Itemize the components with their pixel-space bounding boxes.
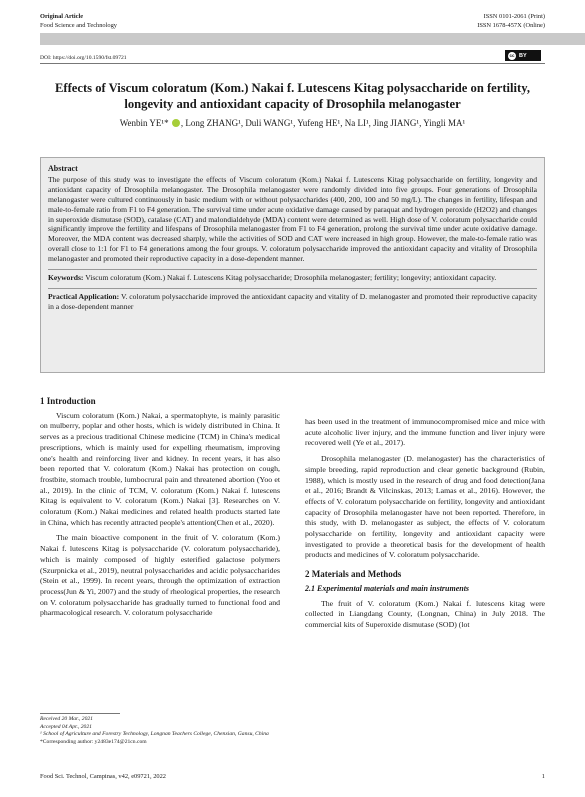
page-number: 1 bbox=[541, 773, 545, 780]
doi-link[interactable]: DOI: https://doi.org/10.1590/fst.09721 bbox=[40, 55, 127, 61]
keywords bbox=[48, 273, 537, 283]
subsection-heading: 2.1 Experimental materials and main instruments bbox=[305, 583, 470, 593]
author-list: Wenbin YE¹* , Long ZHANG¹, Duli WANG¹, Yufeng HE¹, Na LI¹, Jing JIANG¹, Yingli MA¹ bbox=[119, 118, 466, 128]
article-title: Effects of Viscum coloratum (Kom.) Nakai f. Lutescens Kitag polysaccharide on fertility, longevity and antioxidant capacity of Drosophila melanogaster bbox=[54, 81, 530, 111]
abstract-heading: Abstract bbox=[48, 164, 78, 173]
abstract-text: The purpose of this study was to investigate the effects of Viscum coloratum (Kom.) Nakai f. Lutescens Kitag polysaccharide on fertility, longevity and antioxidant capacity of Drosophila melanogaster. The Drosophila melanogaster were randomly divided into five groups. Four generations of Drosophila melanogaster were cultured continuously in basic medium with or without polysaccharides (400, 200, 100 and 50 mg/L). The changes in fertility, lifespan and male-to-female ratio from F1 to F4 generation. The survival time under acute oxidative damage caused by paraquat and hydrogen peroxide (H2O2) and changes in superoxide dismutase (SOD), catalase (CAT) and malondialdehyde (MDA) content were determined as well. High dose of V. coloratum polysaccharide could significantly improve the fertility and lifespans of Drosophila melanogaster from F1 to F4 generation, prolong the survival time under acute oxidative damage. Moreover, the MDA content was decreased sharply, while the activities of SOD and CAT were increased in high group. However, the male-to-female ratio was overall close to 1:1 for F1 to F4 generations among the four groups. V. coloratum polysaccharide improved the antioxidant capacity and vitality of Drosophila melanogaster and promoted their reproductive capacity in a dose-dependent manner. bbox=[48, 174, 537, 264]
accepted-date: Accepted 04 Apr., 2021 bbox=[40, 723, 92, 730]
author: Duli WANG¹ bbox=[245, 118, 294, 128]
paragraph: has been used in the treatment of immunocompromised mice and mice with acute alcoholic liver injury, and the immune function and liver injury were recovered well (Ye et al., 2017). bbox=[305, 417, 545, 448]
keywords-label: Keywords: bbox=[48, 273, 84, 283]
divider bbox=[40, 63, 545, 64]
keywords-text: Viscum coloratum (Kom.) Nakai f. Lutescens Kitag polysaccharide; Drosophila melanogaster; fertility; longevity; antioxidant capacity. bbox=[85, 273, 497, 283]
issn-online: ISSN 1678-457X (Online) bbox=[477, 22, 545, 29]
orcid-icon[interactable] bbox=[172, 119, 180, 127]
section-heading-introduction: 1 Introduction bbox=[40, 396, 96, 406]
corresponding-author: *Corresponding author: y2483e174@21cn.com bbox=[40, 738, 147, 745]
issn-print: ISSN 0101-2061 (Print) bbox=[483, 13, 545, 20]
journal-header-left bbox=[40, 12, 117, 30]
right-column bbox=[305, 417, 545, 636]
left-column bbox=[40, 396, 280, 624]
creative-commons-icon: cc bbox=[509, 53, 515, 58]
header-band bbox=[0, 33, 585, 45]
author: Na LI¹ bbox=[344, 118, 369, 128]
footer-citation: Food Sci. Technol, Campinas, v42, e09721, 2022 bbox=[40, 773, 166, 780]
paragraph: The fruit of V. coloratum (Kom.) Nakai f. lutescens kitag were collected in Liangdang County, (Longnan, China) in July 2018. The commercial kits of Superoxide dismutase (SOD) (lot bbox=[305, 598, 545, 629]
affiliation: ¹ School of Agriculture and Forestry Technology, Longnan Teachers College, Chenxian, Gansu, China bbox=[40, 731, 269, 738]
section-heading-methods: 2 Materials and Methods bbox=[305, 569, 402, 580]
article-type: Original Article bbox=[40, 13, 84, 20]
divider bbox=[48, 269, 537, 270]
abstract-box bbox=[40, 157, 545, 373]
author: Long ZHANG¹ bbox=[185, 118, 241, 128]
paragraph: Viscum coloratum (Kom.) Nakai, a spermatophyte, is mainly parasitic on mulberry, poplar and other hosts, which is widely distributed in China. It serves as a precious traditional Chinese medicine (TCM) in China's medical prescriptions, which is mainly used for expelling rheumatism, improving one's health and reinforcing liver and kidney. In recent years, it has also been reported that V. coloratum (Kom.) Nakai has protection on cough, frostbite, stomach trouble, lumbocrural pain and threatened abortion (Yoo et al., 2019). In the clinic of TCM, V. coloratum (Kom.) Nakai f. lutescens Kitag is equivalent to V. coloratum (Kom.) Nakai [3]. Researches on V. coloratum (Kom.) Nakai medicines and related health products started late in China, which has recently attracted people's attention(Chen et al., 2020). bbox=[40, 410, 280, 527]
cc-by-license-badge[interactable] bbox=[505, 50, 541, 61]
received-date: Received 20 Mar., 2021 bbox=[40, 716, 93, 722]
journal-section: Food Science and Technology bbox=[40, 22, 117, 29]
author: Yingli MA¹ bbox=[423, 118, 466, 128]
practical-text: V. coloratum polysaccharide improved the antioxidant capacity and vitality of D. melanogaster and promoted their reproductive capacity in a dose-dependent manner bbox=[48, 291, 538, 311]
footnote-divider bbox=[40, 713, 120, 714]
practical-application bbox=[48, 292, 537, 312]
paragraph: Drosophila melanogaster (D. melanogaster) has the characteristics of simple breeding, rapid reproduction and clear genetic background (Rubin, 1988), which is mostly used in the research of drug and food detection(Jana et al., 2016; Brandt & Vilcinskas, 2013; Lamas et al., 2016). However, the effects of V. coloratum polysaccharide on fertility, longevity and antioxidant capacity of Drosophila melanogaster have not been reported. Therefore, in this study, with D. melanogaster as subject, the effects of V. coloratum polysaccharide on fertility, longevity and antioxidant capacity were investigated to provide a theoretical basis for the development of health products and medicines of V. coloratum polysaccharide. bbox=[305, 454, 545, 560]
paragraph: The main bioactive component in the fruit of V. coloratum (Kom.) Nakai f. lutescens Kitag is polysaccharide (V. coloratum polysaccharide), which is mainly composed of highly esterified galactose polymers (Szurpnicka et al., 2019), neutral polysaccharides and acidic polysaccharides (Stein et al., 1999). In recent years, through the optimization of extraction process(Jun & Yi, 2007) and the study of rheological properties, the research on V. coloratum polysaccharide has gradually turned to functional food and pharmacological research. V. coloratum polysaccharide bbox=[40, 533, 280, 618]
divider bbox=[48, 288, 537, 289]
practical-label: Practical Application: bbox=[48, 291, 120, 301]
author: Jing JIANG¹ bbox=[373, 118, 420, 128]
license-label: BY bbox=[519, 52, 527, 59]
author: Yufeng HE¹ bbox=[297, 118, 341, 128]
journal-header-right bbox=[477, 12, 545, 30]
footnotes bbox=[40, 716, 269, 746]
author: Wenbin YE¹* bbox=[119, 118, 169, 128]
